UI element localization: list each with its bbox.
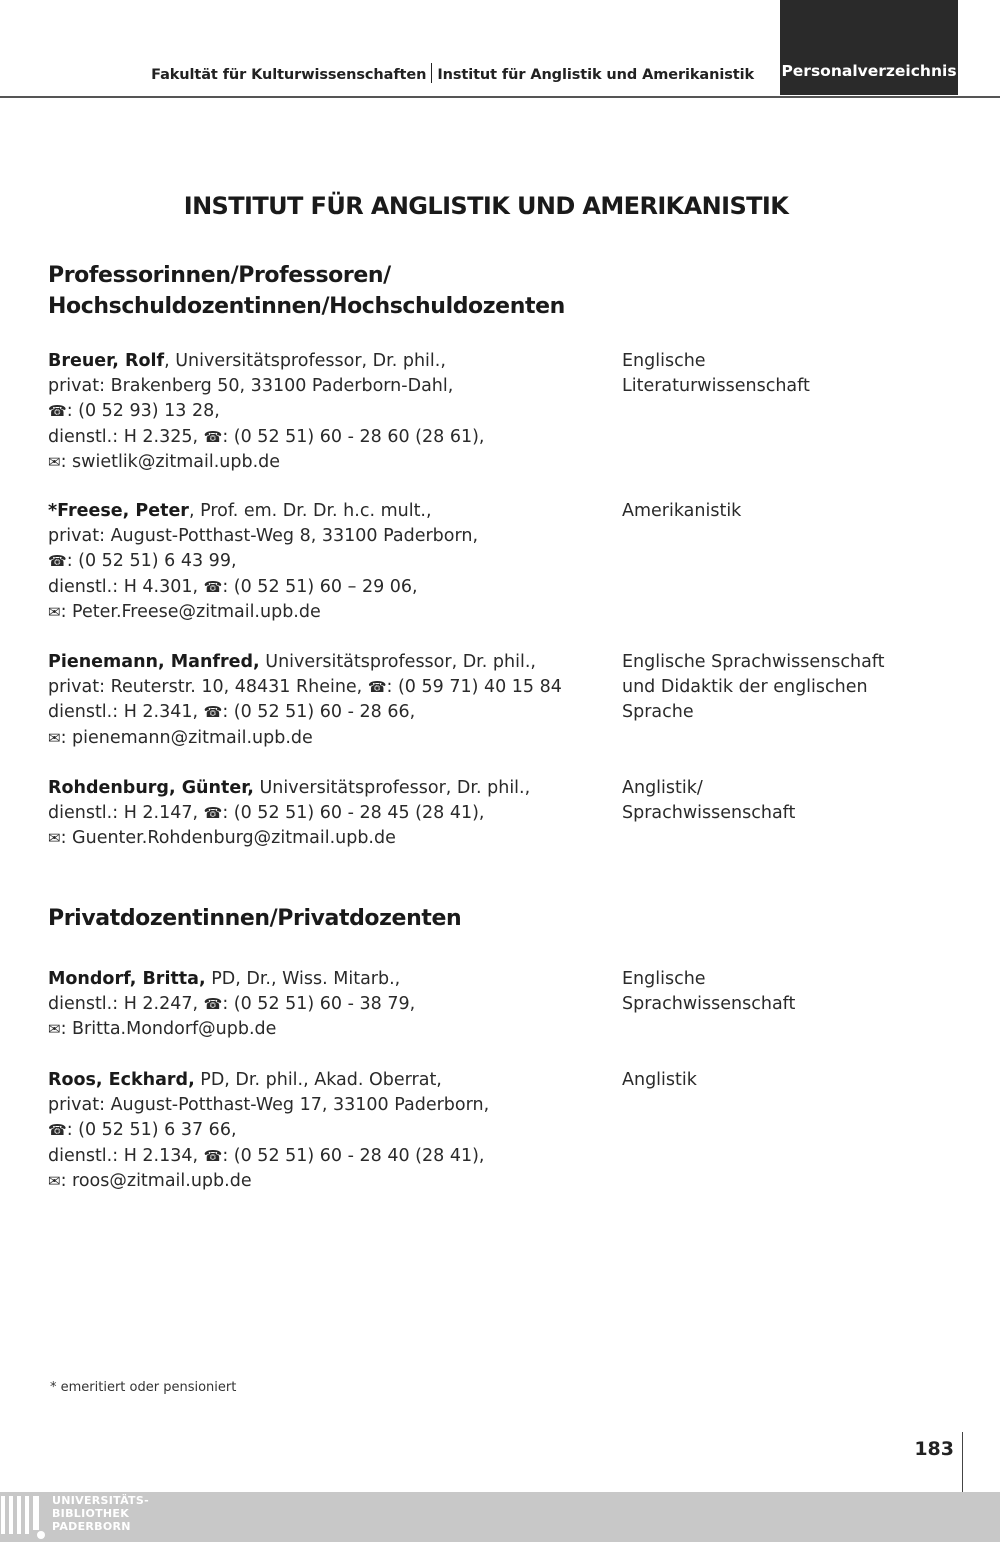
private-phone: : (0 52 51) 6 37 66,	[66, 1120, 237, 1141]
subject-field: Sprachwissenschaft	[622, 994, 796, 1015]
section-heading-private-lecturers	[48, 903, 461, 934]
subject-field: Sprachwissenschaft	[622, 803, 796, 824]
library-footer-bar	[0, 1492, 1000, 1542]
section-heading-professors	[48, 260, 565, 322]
person-title: PD, Dr., Wiss. Mitarb.,	[205, 969, 401, 989]
private-address: privat: August-Potthast-Weg 8, 33100 Paderborn,	[48, 526, 479, 547]
email-icon: ✉	[48, 452, 61, 471]
person-title: PD, Dr. phil., Akad. Oberrat,	[194, 1070, 442, 1090]
header-rule	[0, 96, 1000, 98]
person-name: Breuer, Rolf	[48, 351, 165, 371]
library-logo-line: PADERBORN	[52, 1520, 131, 1533]
person-title: Universitätsprofessor, Dr. phil.,	[259, 652, 536, 672]
telephone-icon: ☎	[203, 577, 223, 596]
office-room: dienstl.: H 2.341,	[48, 702, 204, 723]
private-phone: : (0 59 71) 40 15 84	[386, 677, 562, 698]
library-logo-line: BIBLIOTHEK	[52, 1507, 130, 1520]
office-room: dienstl.: H 4.301,	[48, 576, 204, 597]
telephone-icon: ☎	[203, 995, 223, 1014]
person-title: , Prof. em. Dr. Dr. h.c. mult.,	[188, 501, 432, 521]
section-heading-line: Privatdozentinnen/Privatdozenten	[48, 906, 462, 931]
section-heading-line: Hochschuldozentinnen/Hochschuldozenten	[48, 294, 565, 319]
email-icon: ✉	[48, 1171, 61, 1190]
private-address: privat: August-Potthast-Weg 17, 33100 Paderborn,	[48, 1095, 490, 1116]
subject-field: und Didaktik der englischen	[622, 677, 868, 698]
email-icon: ✉	[48, 829, 61, 848]
email-icon: ✉	[48, 1020, 61, 1039]
footnote: * emeritiert oder pensioniert	[50, 1380, 237, 1395]
private-address: privat: Brakenberg 50, 33100 Paderborn-Dahl,	[48, 376, 454, 397]
header-section-tab: Personalverzeichnis	[780, 0, 958, 95]
telephone-icon: ☎	[203, 427, 223, 446]
office-room: dienstl.: H 2.325,	[48, 426, 204, 447]
email-address[interactable]: : Peter.Freese@zitmail.upb.de	[60, 601, 321, 622]
person-name: Mondorf, Britta,	[48, 969, 206, 989]
office-phone: : (0 52 51) 60 - 28 40 (28 41),	[222, 1145, 485, 1166]
telephone-icon: ☎	[48, 1121, 67, 1140]
email-address[interactable]: : roos@zitmail.upb.de	[60, 1170, 252, 1191]
private-phone: : (0 52 51) 6 43 99,	[66, 551, 237, 572]
office-phone: : (0 52 51) 60 - 28 45 (28 41),	[222, 803, 485, 824]
private-phone: : (0 52 93) 13 28,	[66, 401, 220, 422]
office-phone: : (0 52 51) 60 - 38 79,	[222, 994, 416, 1015]
header-separator	[431, 63, 432, 83]
library-logo-icon	[0, 1494, 48, 1540]
subject-field: Amerikanistik	[622, 501, 742, 521]
email-icon: ✉	[48, 728, 61, 747]
office-room: dienstl.: H 2.147,	[48, 803, 204, 824]
email-address[interactable]: : Britta.Mondorf@upb.de	[60, 1019, 277, 1040]
person-name: *Freese, Peter	[48, 501, 189, 521]
library-logo-line: UNIVERSITÄTS-	[52, 1494, 149, 1507]
person-name: Roos, Eckhard,	[48, 1070, 195, 1090]
telephone-icon: ☎	[367, 678, 387, 697]
subject-field: Literaturwissenschaft	[622, 376, 810, 397]
person-name: Pienemann, Manfred,	[48, 652, 260, 672]
office-room: dienstl.: H 2.134,	[48, 1145, 204, 1166]
telephone-icon: ☎	[48, 402, 67, 421]
subject-field: Sprache	[622, 702, 694, 723]
person-title: Universitätsprofessor, Dr. phil.,	[253, 778, 531, 798]
header-faculty: Fakultät für Kulturwissenschaften	[151, 67, 427, 83]
running-header	[151, 63, 754, 83]
email-address[interactable]: : swietlik@zitmail.upb.de	[60, 451, 281, 472]
person-title: , Universitätsprofessor, Dr. phil.,	[164, 351, 446, 371]
office-phone: : (0 52 51) 60 - 28 60 (28 61),	[222, 426, 485, 447]
header-institute: Institut für Anglistik und Amerikanistik	[437, 67, 754, 83]
email-icon: ✉	[48, 602, 61, 621]
page-number-rule	[962, 1432, 963, 1492]
subject-field: Englische Sprachwissenschaft	[622, 652, 885, 672]
email-address[interactable]: : pienemann@zitmail.upb.de	[60, 727, 313, 748]
subject-field: Anglistik/	[622, 778, 703, 798]
section-heading-line: Professorinnen/Professoren/	[48, 263, 391, 288]
email-address[interactable]: : Guenter.Rohdenburg@zitmail.upb.de	[60, 828, 396, 849]
telephone-icon: ☎	[203, 804, 223, 823]
library-logo-text	[52, 1494, 149, 1533]
office-phone: : (0 52 51) 60 - 28 66,	[222, 702, 416, 723]
person-name: Rohdenburg, Günter,	[48, 778, 254, 798]
subject-field: Englische	[622, 351, 706, 371]
office-room: dienstl.: H 2.247,	[48, 994, 204, 1015]
page-number: 183	[914, 1438, 954, 1460]
subject-field: Anglistik	[622, 1070, 697, 1090]
telephone-icon: ☎	[203, 1146, 223, 1165]
office-phone: : (0 52 51) 60 – 29 06,	[222, 576, 418, 597]
page-title: INSTITUT FÜR ANGLISTIK UND AMERIKANISTIK	[183, 192, 789, 220]
subject-field: Englische	[622, 969, 706, 989]
telephone-icon: ☎	[203, 703, 223, 722]
private-address: privat: Reuterstr. 10, 48431 Rheine,	[48, 677, 368, 698]
telephone-icon: ☎	[48, 552, 67, 571]
